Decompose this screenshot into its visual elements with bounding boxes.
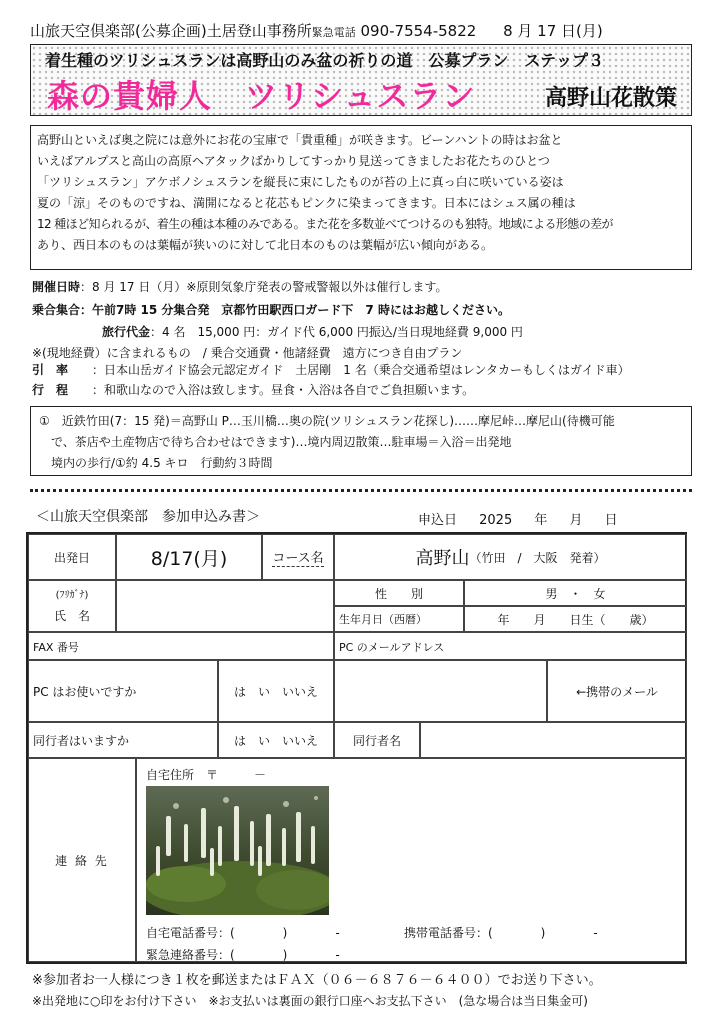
info-itinerary — [32, 381, 474, 398]
info-meet-label: 乗合集合 — [32, 303, 81, 317]
fax-field[interactable] — [28, 632, 334, 660]
home-phone-label: 自宅電話番号：( ) - — [146, 926, 340, 940]
footer-line1: ※参加者お一人様につき１枚を郵送またはＦＡＸ（０６－６８７６－６４００）でお送り下さい。 — [32, 973, 602, 988]
footer-line2: ※出発地に○印をお付け下さい ※お支払いは裏面の銀行口座へお支払下さい (急な場合は当日集金可) — [32, 994, 588, 1008]
course-value-cell[interactable] — [334, 534, 687, 580]
title-sub: 高野山花散策 — [544, 86, 677, 111]
name-label-cell — [28, 580, 116, 632]
companion-label: 同行者はいますか — [28, 722, 218, 758]
cut-line — [30, 489, 692, 492]
dob-label: 生年月日（西暦） — [334, 606, 464, 632]
info-meet-text: ：午前7時 15 分集合発 京都竹田駅西口ガード下 7 時にはお越しください。 — [80, 303, 510, 317]
intro-line: いえばアルプスと高山の高原ヘアタックばかりしてすっかり見送ってきましたお花たちのひとつ — [37, 154, 550, 168]
pc-use-options[interactable]: は い いいえ — [218, 660, 334, 722]
pc-mail-input[interactable] — [334, 660, 547, 722]
application-form — [26, 532, 687, 964]
info-date-text: ：8 月 17 日（月）※原則気象庁発表の警戒警報以外は催行します。 — [80, 280, 448, 294]
name-label: 氏 名 — [53, 609, 90, 623]
mobile-mail-label: ←携帯のメール — [547, 660, 687, 722]
info-fee-label: 旅行代金 — [102, 325, 151, 339]
info-itin-label: 行 程 — [32, 383, 69, 397]
fax-label: FAX 番号 — [33, 641, 79, 654]
route-line: ① 近鉄竹田(7：15 発)＝高野山 P…玉川橋…奥の院(ツリシュスラン花探し)……摩尼峠…摩尼山(待機可能 — [39, 414, 615, 428]
dob-field[interactable]: 年 月 日生（ 歳） — [464, 606, 687, 632]
info-date — [32, 278, 447, 295]
info-guide-text: ：日本山岳ガイド協会元認定ガイド 土居剛 1 名（乗合交通希望はレンタカーもしくはガイド車） — [92, 363, 630, 377]
header-line — [30, 20, 700, 41]
pc-mail-label: PC のメールアドレス — [339, 641, 445, 654]
intro-line: 12 種ほど知られるが、着生の種は本種のみである。また花を多数並べてつけるのも独特。地域による形態の差が — [37, 217, 613, 231]
course-label-text: コース名 — [272, 547, 323, 567]
intro-box — [30, 125, 692, 270]
org-name: 山旅天空倶楽部(公募企画)土居登山事務所 — [30, 22, 312, 40]
pc-use-label: PC はお使いですか — [28, 660, 218, 722]
info-meet — [32, 301, 510, 318]
pc-mail-field[interactable] — [334, 632, 687, 660]
phone-number: 090-7554-5822 — [360, 22, 477, 40]
info-fee-text: ：4 名 15,000 円：ガイド代 6,000 円振込/当日現地経費 9,000 円 — [150, 325, 523, 339]
intro-line: あり、西日本のものは葉幅が狭いのに対して北日本のものは葉幅が広い傾向がある。 — [37, 238, 494, 252]
info-guide-label: 引 率 — [32, 363, 69, 377]
furigana-label: (ﾌﾘｶﾞﾅ) — [55, 590, 89, 601]
depart-value[interactable]: 8/17(月) — [116, 534, 262, 580]
info-itin-text: ：和歌山なので入浴は致します。昼食・入浴は各自でご負担願います。 — [92, 383, 475, 397]
name-field[interactable] — [116, 580, 334, 632]
info-note: ※(現地経費）に含まれるもの / 乗合交通費・他諸経費 遠方につき自由プラン — [32, 346, 463, 360]
companion-options[interactable]: は い いいえ — [218, 722, 334, 758]
contact-label: 連 絡 先 — [28, 758, 136, 962]
event-date: 8 月 17 日(月) — [503, 22, 603, 40]
title-box — [30, 44, 692, 116]
info-fee — [102, 323, 523, 340]
emergency-phone-label: 緊急連絡番号：( ) - — [146, 948, 340, 962]
address-label: 自宅住所 〒 － — [146, 768, 267, 782]
apply-date: 申込日 2025 年 月 日 — [418, 513, 618, 528]
orchid-photo-image — [146, 786, 329, 915]
route-line: 境内の歩行/①約 4.5 キロ 行動約３時間 — [39, 456, 273, 470]
route-box — [30, 406, 692, 476]
course-label — [262, 534, 334, 580]
companion-name-label: 同行者名 — [334, 722, 420, 758]
gender-options[interactable]: 男 ・ 女 — [464, 580, 687, 606]
info-date-label: 開催日時 — [32, 280, 81, 294]
course-value: 高野山 — [415, 548, 470, 569]
intro-line: 夏の「涼」そのものですね、満開になると花芯もピンクに染まってきます。日本にはシュス属の種は — [37, 196, 576, 210]
orchid-photo — [146, 786, 329, 915]
intro-line: 「ツリシュスラン」アケボノシュスランを縦長に束にしたものが苔の上に真っ白に咲いている姿は — [37, 175, 564, 189]
companion-name-field[interactable] — [420, 722, 687, 758]
intro-line: 高野山といえば奥之院には意外にお花の宝庫で「貴重種」が咲きます。ビーンハントの時はお盆と — [37, 133, 563, 147]
info-guide — [32, 361, 630, 378]
gender-label: 性 別 — [334, 580, 464, 606]
route-line: で、茶店や土産物店で待ち合わせはできます)…境内周辺散策…駐車場＝入浴＝出発地 — [39, 435, 512, 449]
mobile-phone-label: 携帯電話番号：( ) - — [404, 926, 598, 940]
phone-label: 緊急電話 — [311, 26, 356, 39]
depart-label: 出発日 — [28, 534, 116, 580]
title-line1: 着生種のツリシュスランは高野山のみ盆の祈りの道 公募プラン ステップ３ — [45, 51, 605, 70]
title-main: 森の貴婦人 ツリシュスラン — [47, 77, 476, 115]
application-heading: ＜山旅天空倶楽部 参加申込み書＞ — [36, 509, 260, 525]
course-detail: （竹田 / 大阪 発着） — [469, 550, 606, 565]
